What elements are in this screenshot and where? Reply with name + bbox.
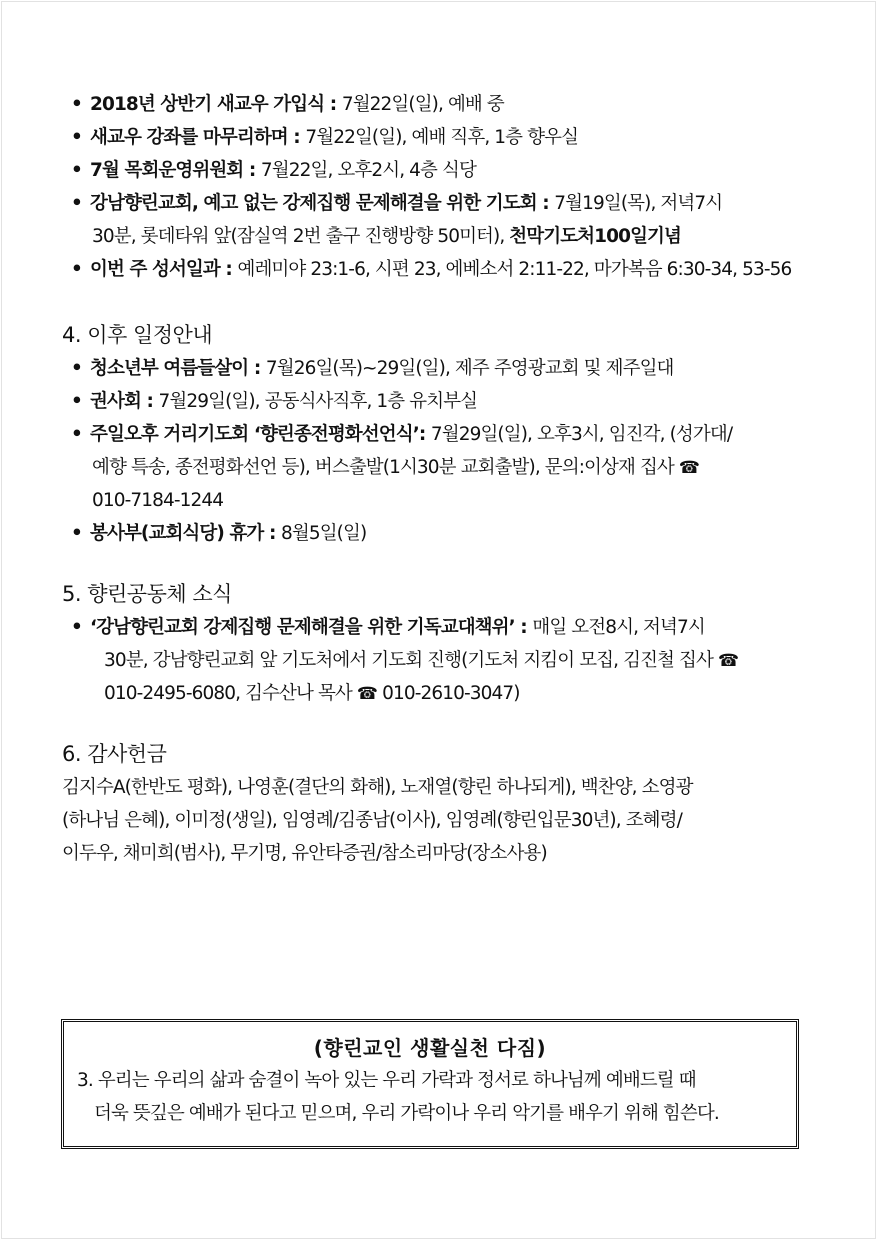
item-title: 권사회	[90, 391, 141, 412]
item-detail: 30분, 강남향린교회 앞 기도처에서 기도회 진행(기도처 지킴이 모집, 김진철 집사	[104, 650, 718, 671]
list-item: • 2018년 상반기 새교우 가입식 : 7월22일(일), 예배 중	[62, 88, 810, 121]
item-detail: 7월29일(일), 오후3시, 임진각, (성가대/	[430, 424, 733, 445]
list-item: • 강남향린교회, 예고 없는 강제집행 문제해결을 위한 기도회 : 7월19일(목), 저녁7시	[62, 187, 810, 220]
bullet-icon: •	[71, 160, 82, 181]
list-item: • 새교우 강좌를 마무리하며 : 7월22일(일), 예배 직후, 1층 향우실	[62, 121, 810, 154]
bullet-icon: •	[71, 424, 82, 445]
list-item: • 봉사부(교회식당) 휴가 : 8월5일(일)	[62, 517, 810, 550]
list-item-continuation	[62, 644, 810, 677]
item-detail: 7월26일(목)~29일(일), 제주 주영광교회 및 제주일대	[265, 358, 674, 379]
list-item: • 권사회 : 7월29일(일), 공동식사직후, 1층 유치부실	[62, 385, 810, 418]
bullet-icon: •	[71, 259, 82, 280]
item-detail: 7월29일(일), 공동식사직후, 1층 유치부실	[158, 391, 478, 412]
section-heading: 5. 향린공동체 소식	[62, 582, 232, 606]
item-title: 봉사부(교회식당) 휴가	[90, 523, 264, 544]
pledge-title: (향린교인 생활실천 다짐)	[313, 1036, 547, 1060]
bullet-icon: •	[71, 127, 82, 148]
offering-line: 이두우, 채미희(범사), 무기명, 유안타증권/참소리마당(장소사용)	[62, 843, 547, 864]
item-title: 2018년 상반기 새교우 가입식	[90, 94, 325, 115]
bullet-icon: •	[71, 617, 82, 638]
item-detail: 7월22일, 오후2시, 4층 식당	[260, 160, 476, 181]
list-item-continuation	[62, 451, 810, 484]
section-heading: 4. 이후 일정안내	[62, 323, 213, 347]
pledge-text: 3. 우리는 우리의 삶과 숨결이 녹아 있는 우리 가락과 정서로 하나님께 예배드릴 때	[77, 1070, 696, 1091]
phone-icon: ☎	[356, 684, 378, 704]
item-title: 이번 주 성서일과	[90, 259, 220, 280]
list-item-continuation	[62, 677, 810, 710]
item-title: 주일오후 거리기도회 ‘향린종전평화선언식’	[90, 424, 419, 445]
item-title: 청소년부 여름들살이	[90, 358, 249, 379]
list-item: • ‘강남향린교회 강제집행 문제해결을 위한 기독교대책위’ : 매일 오전8시, 저녁7시	[62, 611, 810, 644]
bullet-icon: •	[71, 358, 82, 379]
pledge-text: 더욱 뜻깊은 예배가 된다고 믿으며, 우리 가락이나 우리 악기를 배우기 위해 힘쓴다.	[94, 1103, 719, 1124]
list-item: • 7월 목회운영위원회 : 7월22일, 오후2시, 4층 식당	[62, 154, 810, 187]
item-title: 7월 목회운영위원회	[90, 160, 244, 181]
item-highlight: 천막기도처100일기념	[509, 226, 681, 247]
item-detail: 7월22일(일), 예배 직후, 1층 향우실	[305, 127, 579, 148]
item-detail: 매일 오전8시, 저녁7시	[532, 617, 705, 638]
item-title: 강남향린교회, 예고 없는 강제집행 문제해결을 위한 기도회	[90, 193, 537, 214]
bullet-icon: •	[71, 523, 82, 544]
item-detail: 7월22일(일), 예배 중	[341, 94, 504, 115]
list-item-continuation	[62, 484, 810, 517]
bulletin-content	[62, 88, 810, 870]
item-title: 새교우 강좌를 마무리하며	[90, 127, 288, 148]
offering-line: 김지수A(한반도 평화), 나영훈(결단의 화해), 노재열(향린 하나되게), 백찬양, 소영광	[62, 777, 693, 798]
offering-line: (하나님 은혜), 이미정(생일), 임영례/김종남(이사), 임영례(향린입문30년), 조혜령/	[62, 810, 682, 831]
section-heading: 6. 감사헌금	[62, 742, 167, 766]
item-detail: 8월5일(일)	[281, 523, 367, 544]
list-item: • 주일오후 거리기도회 ‘향린종전평화선언식’: 7월29일(일), 오후3시, 임진각, (성가대/	[62, 418, 810, 451]
bullet-icon: •	[71, 193, 82, 214]
phone-number: 010-7184-1244	[92, 490, 224, 511]
list-item: • 청소년부 여름들살이 : 7월26일(목)~29일(일), 제주 주영광교회 및 제주일대	[62, 352, 810, 385]
list-item-continuation	[62, 220, 810, 253]
phone-icon: ☎	[717, 651, 739, 671]
phone-number: 010-2610-3047)	[377, 683, 520, 704]
item-detail: 7월19일(목), 저녁7시	[554, 193, 723, 214]
item-detail: 30분, 롯데타워 앞(잠실역 2번 출구 진행방향 50미터),	[92, 226, 510, 247]
item-detail: 010-2495-6080, 김수산나 목사	[104, 683, 357, 704]
bullet-icon: •	[71, 94, 82, 115]
bullet-icon: •	[71, 391, 82, 412]
pledge-box	[61, 1019, 799, 1149]
phone-icon: ☎	[678, 458, 700, 478]
list-item: • 이번 주 성서일과 : 예레미야 23:1-6, 시편 23, 에베소서 2:11-22, 마가복음 6:30-34, 53-56	[62, 253, 810, 286]
item-detail: 예향 특송, 종전평화선언 등), 버스출발(1시30분 교회출발), 문의:이상재 집사	[92, 457, 679, 478]
item-title: ‘강남향린교회 강제집행 문제해결을 위한 기독교대책위’	[90, 617, 515, 638]
item-detail: 예레미야 23:1-6, 시편 23, 에베소서 2:11-22, 마가복음 6:30-34, 53-56	[237, 259, 792, 280]
